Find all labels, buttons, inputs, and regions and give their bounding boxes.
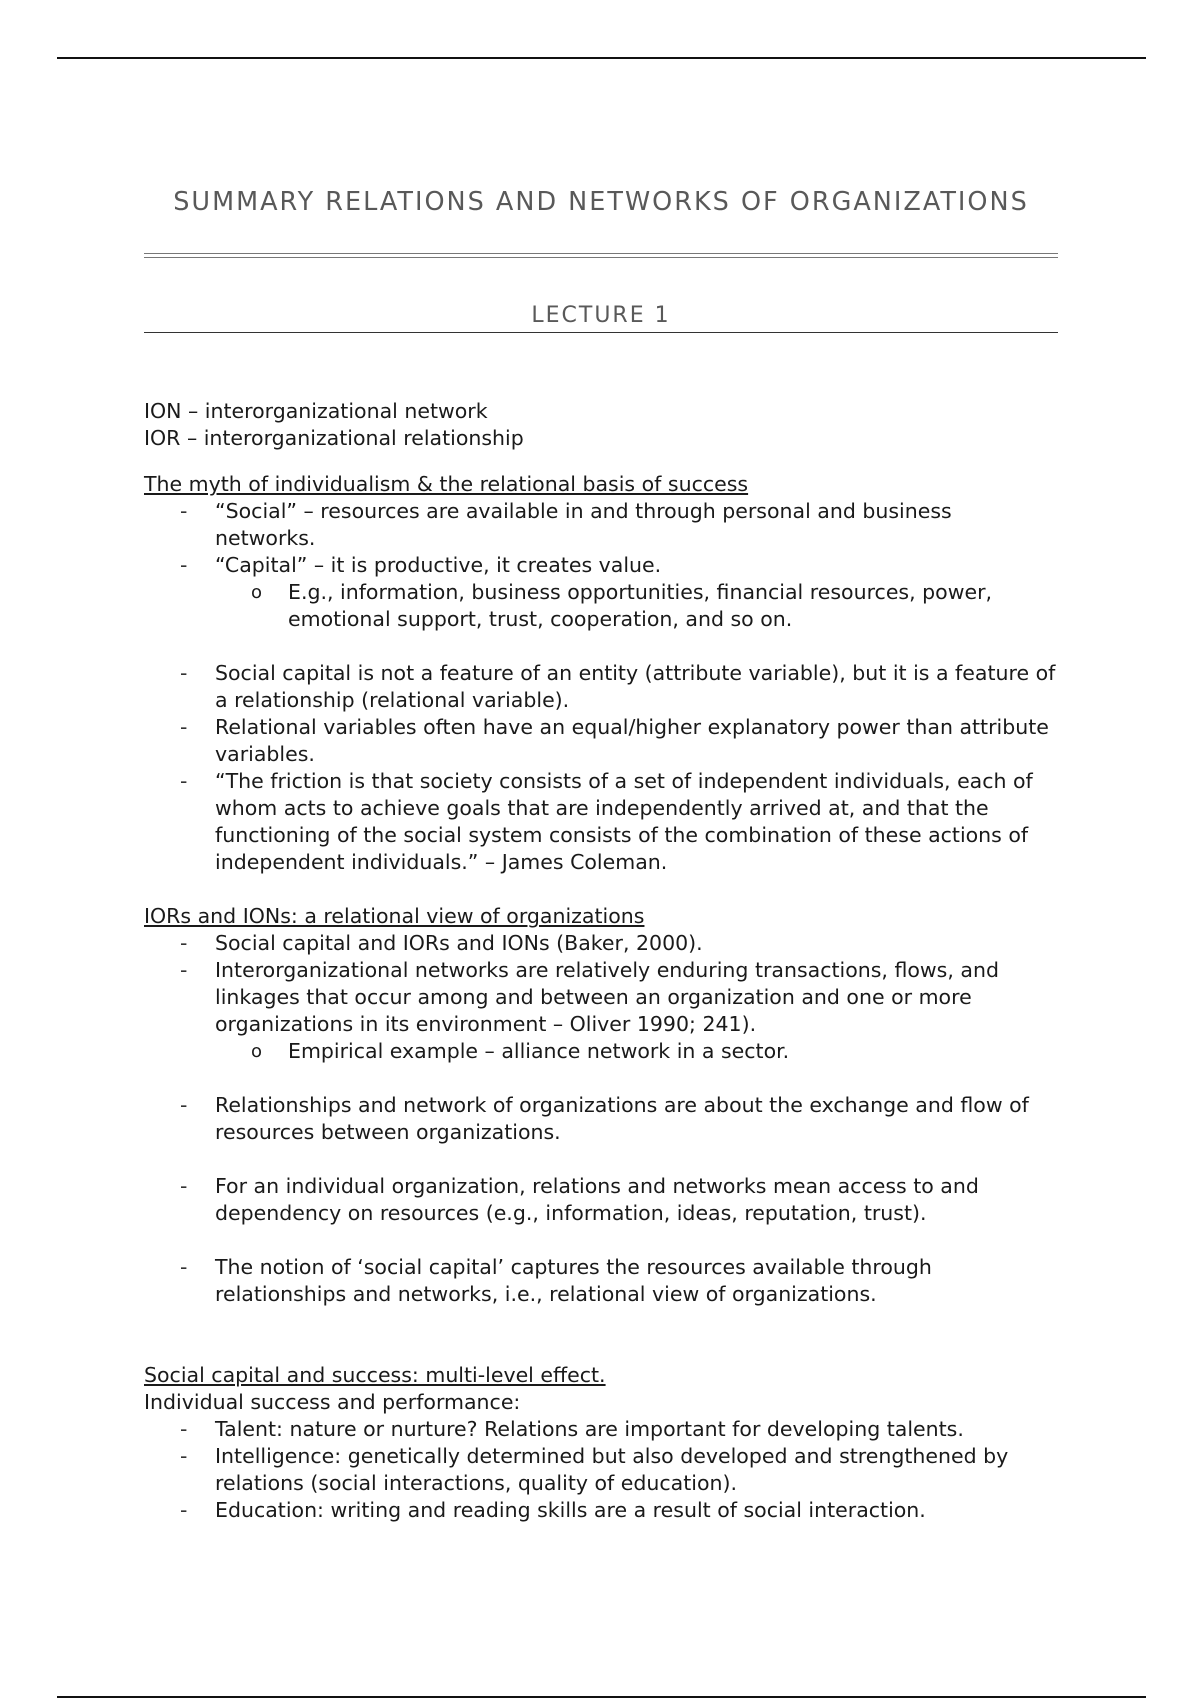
section-list (144, 1092, 1058, 1146)
lecture-heading: LECTURE 1 (531, 303, 671, 328)
list-item: - Social capital is not a feature of an entity (attribute variable), but it is a feature of a relationship (relational variable). (215, 660, 1058, 714)
section-heading-iors-ions: IORs and IONs: a relational view of organizations (144, 904, 645, 928)
sub-list-item: o Empirical example – alliance network in a sector. (288, 1038, 1058, 1065)
section-intro: Individual success and performance: (144, 1390, 521, 1414)
section-list (144, 498, 1058, 633)
body-text (144, 398, 1058, 1524)
section-list (144, 660, 1058, 876)
page-bottom-rule (57, 1696, 1146, 1698)
list-item: - Intelligence: genetically determined but also developed and strengthened by relations (social interactions, quality of education). (215, 1443, 1058, 1497)
sub-list (215, 579, 1058, 633)
list-item: - Relational variables often have an equal/higher explanatory power than attribute variables. (215, 714, 1058, 768)
list-item: - “Social” – resources are available in and through personal and business networks. (215, 498, 1058, 552)
section-list (144, 1416, 1058, 1524)
list-item: - Interorganizational networks are relatively enduring transactions, flows, and linkages that occur among and between an organization and one or more organizations in its environment – Oliver 1990; 241). o Empirical example – alliance network in a sector. (215, 957, 1058, 1065)
section-list (144, 1173, 1058, 1227)
list-item: - The notion of ‘social capital’ captures the resources available through relationships and networks, i.e., relational view of organizations. (215, 1254, 1058, 1308)
section-heading-social-capital: Social capital and success: multi-level effect. (144, 1363, 606, 1387)
sub-list (215, 1038, 1058, 1065)
document-title: SUMMARY RELATIONS AND NETWORKS OF ORGANIZATIONS (173, 187, 1029, 217)
title-double-rule (144, 253, 1058, 258)
section-heading-myth: The myth of individualism & the relational basis of success (144, 472, 749, 496)
lecture-rule (144, 332, 1058, 333)
list-item: - Education: writing and reading skills are a result of social interaction. (215, 1497, 1058, 1524)
abbrev-ior: IOR – interorganizational relationship (144, 426, 524, 450)
list-item: - Talent: nature or nurture? Relations are important for developing talents. (215, 1416, 1058, 1443)
sub-list-item: o E.g., information, business opportunities, financial resources, power, emotional support, trust, cooperation, and so on. (288, 579, 1058, 633)
section-list (144, 930, 1058, 1065)
abbrev-ion: ION – interorganizational network (144, 399, 488, 423)
page-top-rule (57, 57, 1146, 59)
section-list (144, 1254, 1058, 1308)
list-item: - “Capital” – it is productive, it creates value. o E.g., information, business opportunities, financial resources, power, emotional support, trust, cooperation, and so on. (215, 552, 1058, 633)
list-item: - Social capital and IORs and IONs (Baker, 2000). (215, 930, 1058, 957)
list-item: - For an individual organization, relations and networks mean access to and dependency on resources (e.g., information, ideas, reputation, trust). (215, 1173, 1058, 1227)
list-item: - “The friction is that society consists of a set of independent individuals, each of whom acts to achieve goals that are independently arrived at, and that the functioning of the social system consists of the combination of these actions of independent individuals.” – James Coleman. (215, 768, 1058, 876)
list-item: - Relationships and network of organizations are about the exchange and flow of resources between organizations. (215, 1092, 1058, 1146)
